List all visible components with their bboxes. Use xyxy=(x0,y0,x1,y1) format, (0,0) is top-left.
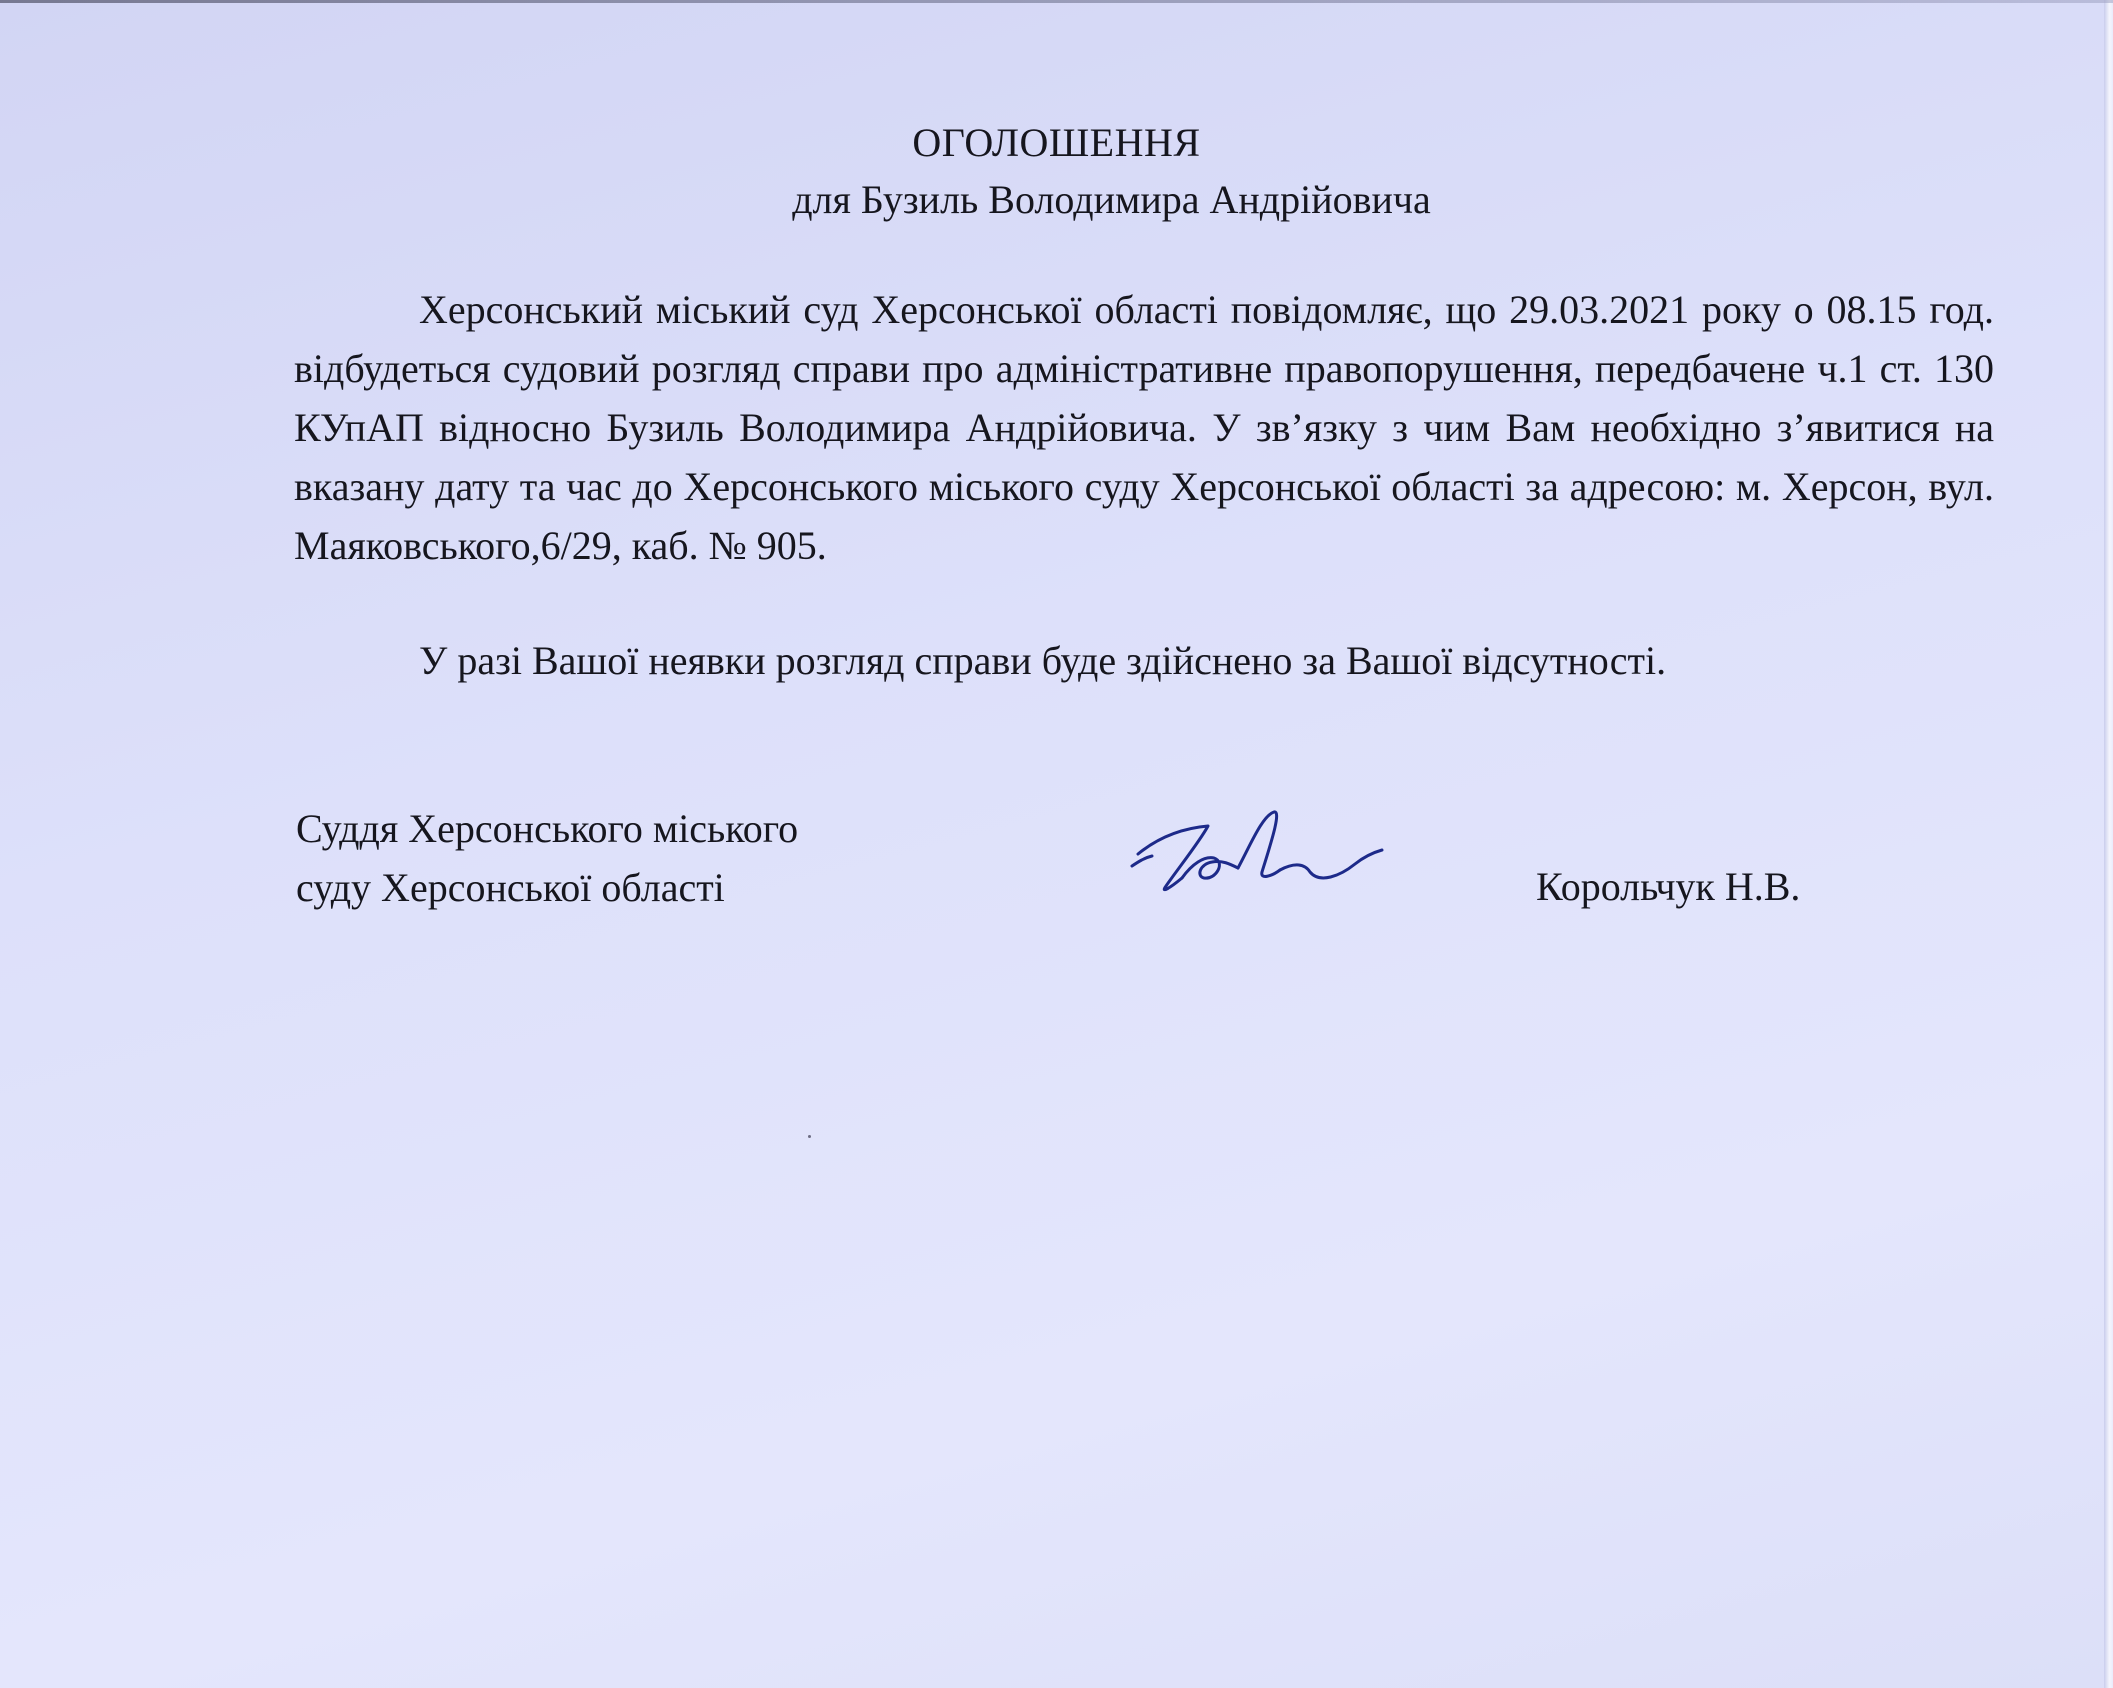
document-subtitle: для Бузиль Володимира Андрійовича xyxy=(792,177,1431,222)
judge-position-line-2: суду Херсонської області xyxy=(296,865,725,910)
absence-paragraph: У разі Вашої неявки розгляд справи буде здійснено за Вашої відсутності. xyxy=(419,638,1667,683)
judge-position-line-1: Суддя Херсонського міського xyxy=(296,806,799,851)
document-title: ОГОЛОШЕННЯ xyxy=(912,120,1201,165)
notice-paragraph: Херсонський міський суд Херсонської області повідомляє, що 29.03.2021 року о 08.15 год. відбудеться судовий розгляд справи про адміністративне правопорушення, передбачене ч.1 ст. 130 КУпАП відносно Бузиль Володимира Андрійовича. У зв’язку з чим Вам необхідно з’явитися на вказану дату та час до Херсонського міського суду Херсонської області за адресою: м. Херсон, вул. Маяковського,6/29, каб. № 905. xyxy=(294,287,1994,568)
signature-stroke-4 xyxy=(1238,812,1280,877)
judge-name: Корольчук Н.В. xyxy=(1536,864,1801,909)
signature-stroke-5 xyxy=(1280,850,1382,878)
judge-position xyxy=(296,799,798,917)
paper-speck xyxy=(808,1135,811,1138)
paper-edge xyxy=(2104,0,2113,1688)
handwritten-signature xyxy=(1130,806,1390,906)
top-shadow xyxy=(0,0,2113,3)
signature-stroke-2 xyxy=(1132,856,1152,866)
signature-stroke-3 xyxy=(1182,858,1238,878)
